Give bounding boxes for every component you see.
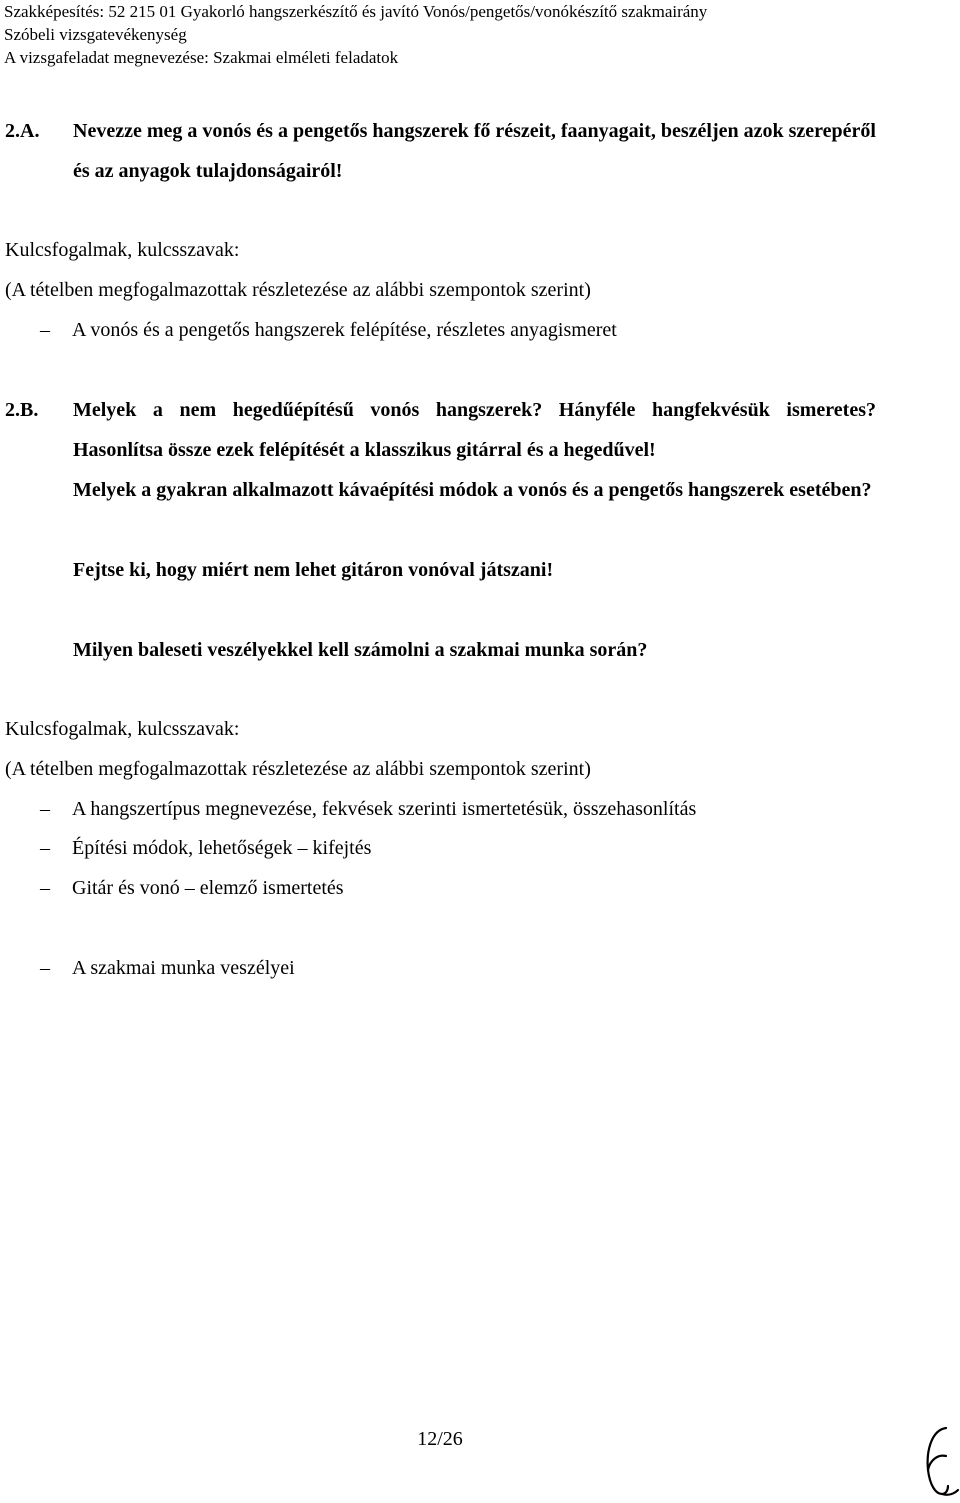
- keyword-bullet: [40, 319, 617, 342]
- dash-icon: –: [40, 798, 50, 820]
- keyword-text: A vonós és a pengetős hangszerek felépítése, részletes anyagismeret: [72, 319, 617, 341]
- task-number: 2.B.: [5, 399, 39, 421]
- page-number: 12/26: [417, 1428, 463, 1450]
- keyword-text: Gitár és vonó – elemző ismertetés: [72, 877, 344, 899]
- dash-icon: –: [40, 877, 50, 899]
- header-line-qualification: Szakképesítés: 52 215 01 Gyakorló hangszerkészítő és javító Vonós/pengetős/vonókészítő szakmairány: [4, 2, 708, 21]
- keywords-title: Kulcsfogalmak, kulcsszavak:: [5, 239, 240, 261]
- keywords-title: Kulcsfogalmak, kulcsszavak:: [5, 718, 240, 740]
- task-question-3: Fejtse ki, hogy miért nem lehet gitáron vonóval játszani!: [73, 559, 554, 581]
- task-question-1: Melyek a nem hegedűépítésű vonós hangszerek? Hányféle hangfekvésük ismeretes? Hasonlítsa össze ezek felépítését a klasszikus gitárral és a hegedűvel!: [73, 399, 876, 461]
- dash-icon: –: [40, 837, 50, 859]
- task-number: 2.A.: [5, 120, 40, 142]
- task-question-2: Melyek a gyakran alkalmazott kávaépítési módok a vonós és a pengetős hangszerek esetében?: [73, 479, 872, 501]
- keyword-text: A szakmai munka veszélyei: [72, 957, 295, 979]
- keyword-text: Építési módok, lehetőségek – kifejtés: [72, 837, 372, 859]
- keyword-text: A hangszertípus megnevezése, fekvések szerinti ismertetésük, összehasonlítás: [72, 798, 697, 820]
- keywords-intro: (A tételben megfogalmazottak részletezése az alábbi szempontok szerint): [5, 758, 591, 780]
- keyword-bullet: [40, 798, 696, 821]
- dash-icon: –: [40, 957, 50, 979]
- dash-icon: –: [40, 319, 50, 341]
- document-header: [4, 0, 707, 69]
- keywords-intro: (A tételben megfogalmazottak részletezése az alábbi szempontok szerint): [5, 279, 591, 301]
- task-question-4: Milyen baleseti veszélyekkel kell számolni a szakmai munka során?: [73, 639, 648, 661]
- keyword-bullet: [40, 957, 295, 980]
- signature-mark: [918, 1420, 960, 1500]
- keyword-bullet: [40, 837, 371, 860]
- header-line-task-name: A vizsgafeladat megnevezése: Szakmai elméleti feladatok: [4, 48, 399, 67]
- header-line-activity: Szóbeli vizsgatevékenység: [4, 25, 187, 44]
- keyword-bullet: [40, 877, 344, 900]
- task-question: Nevezze meg a vonós és a pengetős hangszerek fő részeit, faanyagait, beszéljen azok szerepéről és az anyagok tulajdonságairól!: [73, 120, 876, 182]
